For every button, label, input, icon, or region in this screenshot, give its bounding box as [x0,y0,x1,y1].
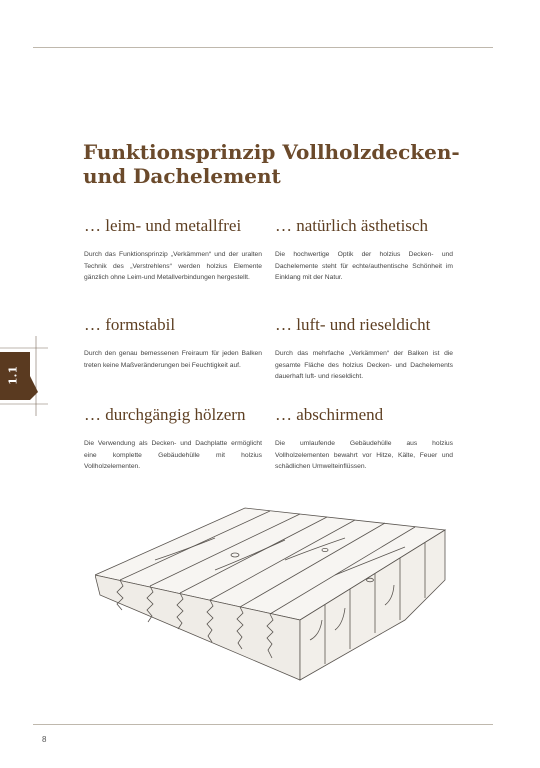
chapter-tab-label: 1.1 [6,365,20,385]
page-number: 8 [42,735,47,744]
section-durchgaengig-hoelzern [84,405,262,473]
section-heading: … durchgängig hölzern [84,405,246,424]
section-leim-metallfrei [84,216,262,284]
section-text: Die umlaufende Gebäudehülle aus holzius Vollholzelementen bewahrt vor Hitze, Kälte, Feuer und schädlichen Umwelteinflüssen. [275,440,453,471]
section-text: Durch den genau bemessenen Freiraum für jeden Balken treten keine Maßveränderungen bei Feuchtigkeit auf. [84,350,262,369]
page-title [83,140,483,188]
section-heading: … luft- und rieseldicht [275,315,431,334]
section-text: Durch das mehrfache „Verkämmen“ der Balken ist die gesamte Fläche des holzius Decken- und Dachelements dauerhaft luft- und rieseldicht. [275,350,453,381]
section-formstabil [84,315,262,371]
section-heading: … leim- und metallfrei [84,216,242,235]
section-text: Durch das Funktionsprinzip „Verkämmen“ und der uralten Technik des „Verstrehlens“ werden holzius Elemente gänzlich ohne Leim-und Metallverbindungen hergestellt. [84,251,262,282]
bottom-divider [33,724,493,725]
section-heading: … natürlich ästhetisch [275,216,428,235]
section-natuerlich-aesthetisch [275,216,453,284]
section-heading: … abschirmend [275,405,384,424]
section-heading: … formstabil [84,315,176,334]
page-title-line-2: und Dachelement [83,164,281,188]
timber-element-illustration [95,500,455,685]
section-text: Die Verwendung als Decken- und Dachplatte ermöglicht eine komplette Gebäudehülle mit holzius Vollholzelementen. [84,440,262,471]
top-divider [33,47,493,48]
page-title-line-1: Funktionsprinzip Vollholzdecken- [83,140,460,164]
section-abschirmend [275,405,453,473]
section-luft-rieseldicht [275,315,453,383]
section-text: Die hochwertige Optik der holzius Decken- und Dachelemente steht für echte/authentische Schönheit im Einklang mit der Natur. [275,251,453,282]
